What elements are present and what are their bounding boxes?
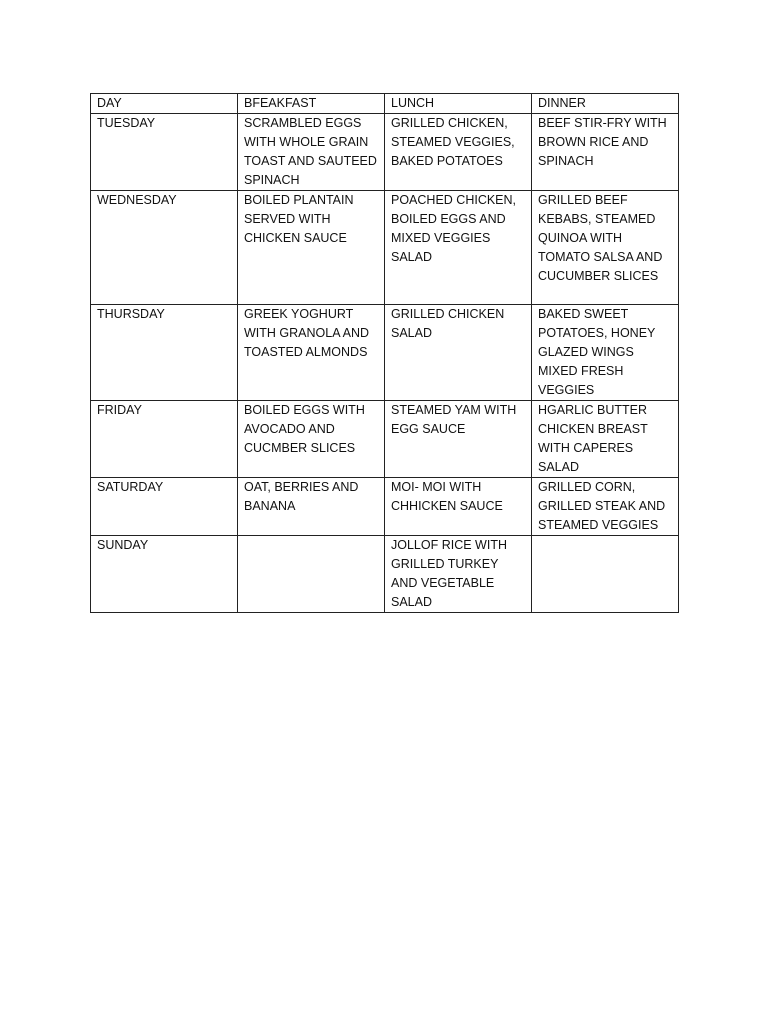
cell-breakfast: SCRAMBLED EGGS WITH WHOLE GRAIN TOAST AND SAUTEED SPINACH [238, 114, 385, 191]
header-lunch: LUNCH [385, 94, 532, 114]
cell-lunch: POACHED CHICKEN, BOILED EGGS AND MIXED VEGGIES SALAD [385, 191, 532, 305]
cell-breakfast [238, 536, 385, 613]
cell-dinner: HGARLIC BUTTER CHICKEN BREAST WITH CAPERES SALAD [532, 401, 679, 478]
cell-dinner: GRILLED CORN, GRILLED STEAK AND STEAMED VEGGIES [532, 478, 679, 536]
cell-breakfast: BOILED PLANTAIN SERVED WITH CHICKEN SAUCE [238, 191, 385, 305]
header-breakfast: BFEAKFAST [238, 94, 385, 114]
table-row [91, 191, 679, 305]
table-row [91, 114, 679, 191]
cell-breakfast: OAT, BERRIES AND BANANA [238, 478, 385, 536]
cell-lunch: STEAMED YAM WITH EGG SAUCE [385, 401, 532, 478]
cell-day: THURSDAY [91, 305, 238, 401]
cell-dinner [532, 536, 679, 613]
header-dinner: DINNER [532, 94, 679, 114]
cell-lunch: GRILLED CHICKEN, STEAMED VEGGIES, BAKED POTATOES [385, 114, 532, 191]
cell-dinner: GRILLED BEEF KEBABS, STEAMED QUINOA WITH TOMATO SALSA AND CUCUMBER SLICES [532, 191, 679, 305]
cell-breakfast: GREEK YOGHURT WITH GRANOLA AND TOASTED ALMONDS [238, 305, 385, 401]
cell-breakfast: BOILED EGGS WITH AVOCADO AND CUCMBER SLICES [238, 401, 385, 478]
cell-day: SATURDAY [91, 478, 238, 536]
table-row [91, 305, 679, 401]
cell-day: TUESDAY [91, 114, 238, 191]
cell-day: SUNDAY [91, 536, 238, 613]
cell-lunch: GRILLED CHICKEN SALAD [385, 305, 532, 401]
header-day: DAY [91, 94, 238, 114]
cell-day: FRIDAY [91, 401, 238, 478]
table-row [91, 536, 679, 613]
cell-dinner: BEEF STIR-FRY WITH BROWN RICE AND SPINACH [532, 114, 679, 191]
table-row [91, 478, 679, 536]
cell-lunch: JOLLOF RICE WITH GRILLED TURKEY AND VEGETABLE SALAD [385, 536, 532, 613]
cell-day: WEDNESDAY [91, 191, 238, 305]
cell-dinner: BAKED SWEET POTATOES, HONEY GLAZED WINGS MIXED FRESH VEGGIES [532, 305, 679, 401]
meal-plan-table [90, 93, 679, 613]
table-row [91, 401, 679, 478]
table-header-row [91, 94, 679, 114]
cell-lunch: MOI- MOI WITH CHHICKEN SAUCE [385, 478, 532, 536]
